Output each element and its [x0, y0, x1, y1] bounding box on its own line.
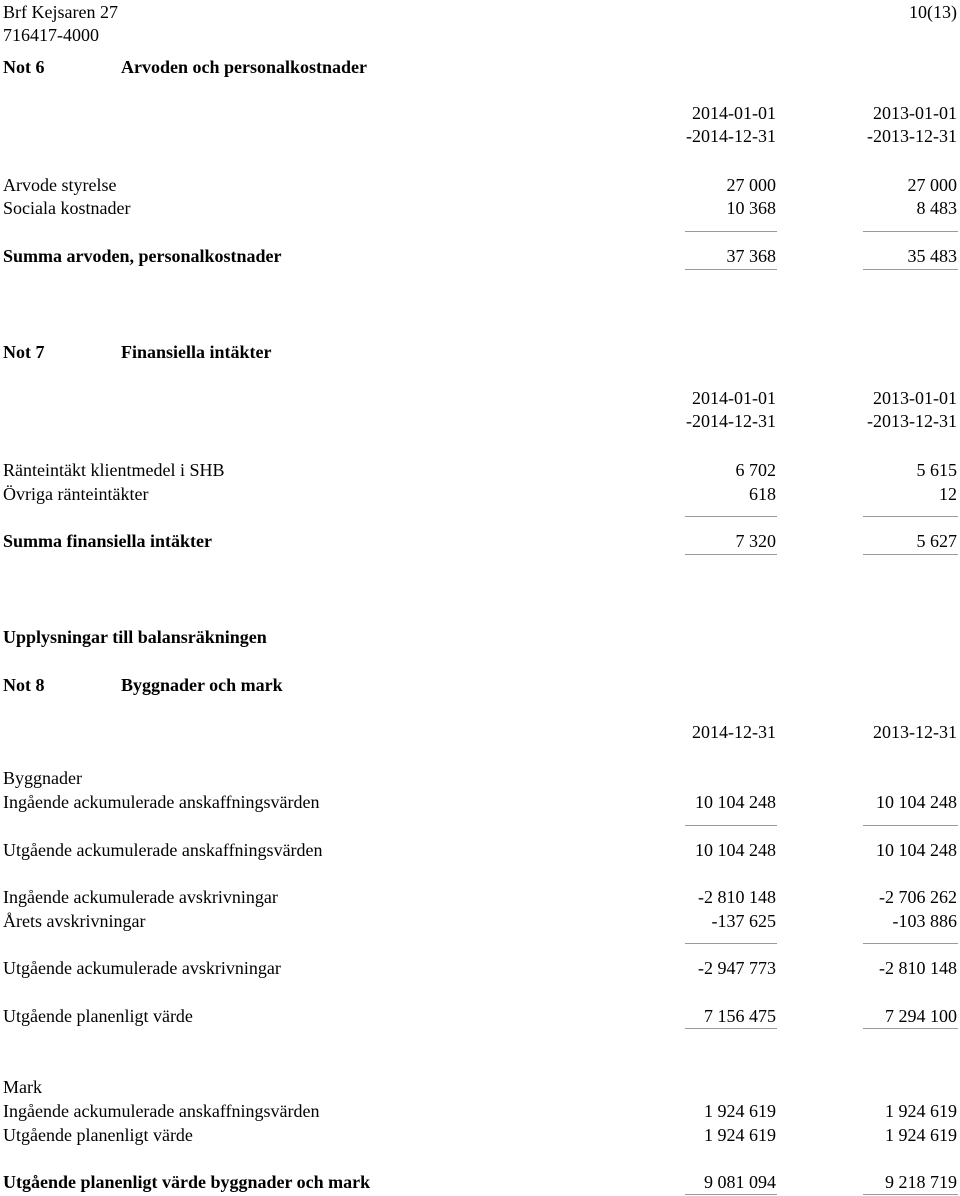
note8-row-value-2013: 1 924 619 [885, 1125, 957, 1145]
total-underline [863, 554, 958, 555]
subtotal-rule [863, 825, 958, 826]
note6-total-label: Summa arvoden, personalkostnader [3, 246, 282, 266]
note7-row-value-2013: 5 615 [916, 460, 957, 480]
note6-row-value-2014: 27 000 [726, 175, 776, 195]
note8-row-value-2013: 10 104 248 [876, 792, 957, 812]
note7-total-2014: 7 320 [735, 531, 776, 551]
note8-row-value-2013: -2 706 262 [879, 887, 957, 907]
note8-row-label: Ingående ackumulerade avskrivningar [3, 887, 278, 907]
note7-number: Not 7 [3, 342, 45, 362]
note7-col2-end: -2013-12-31 [867, 411, 957, 431]
note8-row-value-2013: -2 810 148 [879, 958, 957, 978]
note8-row-value-2014: 1 924 619 [704, 1125, 776, 1145]
note8-row-label: Utgående ackumulerade avskrivningar [3, 958, 281, 978]
subtotal-rule [685, 943, 777, 944]
note6-col2-end: -2013-12-31 [867, 126, 957, 146]
note6-row-value-2013: 27 000 [907, 175, 957, 195]
note8-row-label: Utgående planenligt värde [3, 1006, 193, 1026]
note8-total-label: Utgående planenligt värde byggnader och mark [3, 1172, 371, 1192]
note6-col1-end: -2014-12-31 [686, 126, 776, 146]
note8-row-label: Utgående ackumulerade anskaffningsvärden [3, 840, 323, 860]
total-underline [685, 269, 777, 270]
note7-row-label: Ränteintäkt klientmedel i SHB [3, 460, 225, 480]
page-number: 10(13) [909, 2, 957, 22]
note6-row-label: Sociala kostnader [3, 198, 131, 218]
note8-row-value-2014: -137 625 [711, 911, 776, 931]
note8-row-value-2014: 10 104 248 [695, 792, 776, 812]
note8-row-value-2014: -2 947 773 [698, 958, 776, 978]
total-underline [863, 1028, 958, 1029]
note7-total-label: Summa finansiella intäkter [3, 531, 213, 551]
note8-row-value-2014: 10 104 248 [695, 840, 776, 860]
note6-col2-start: 2013-01-01 [873, 103, 957, 123]
note6-row-label: Arvode styrelse [3, 175, 117, 195]
note7-row-label: Övriga ränteintäkter [3, 484, 149, 504]
total-underline [685, 1194, 777, 1195]
subtotal-rule [685, 516, 777, 517]
note8-row-label: Ingående ackumulerade anskaffningsvärden [3, 792, 320, 812]
subtotal-rule [863, 516, 958, 517]
note7-row-value-2014: 6 702 [735, 460, 776, 480]
note7-title: Finansiella intäkter [121, 342, 272, 362]
buildings-heading: Byggnader [3, 768, 82, 788]
note6-title: Arvoden och personalkostnader [121, 57, 368, 77]
note8-row-value-2013: 10 104 248 [876, 840, 957, 860]
note8-row-label: Ingående ackumulerade anskaffningsvärden [3, 1101, 320, 1121]
section-heading: Upplysningar till balansräkningen [3, 627, 267, 647]
org-number: 716417-4000 [3, 25, 99, 45]
note8-col2: 2013-12-31 [873, 722, 957, 742]
subtotal-rule [863, 943, 958, 944]
note8-row-label: Årets avskrivningar [3, 911, 146, 931]
note6-row-value-2013: 8 483 [916, 198, 957, 218]
land-heading: Mark [3, 1077, 42, 1097]
note7-total-2013: 5 627 [916, 531, 957, 551]
total-underline [863, 1194, 958, 1195]
note8-row-label: Utgående planenligt värde [3, 1125, 193, 1145]
note8-row-value-2014: 7 156 475 [704, 1006, 776, 1026]
note6-number: Not 6 [3, 57, 45, 77]
org-name: Brf Kejsaren 27 [3, 2, 118, 22]
note8-row-value-2014: 1 924 619 [704, 1101, 776, 1121]
note7-row-value-2014: 618 [749, 484, 776, 504]
subtotal-rule [863, 231, 958, 232]
note8-total-2013: 9 218 719 [885, 1172, 957, 1192]
note7-col1-end: -2014-12-31 [686, 411, 776, 431]
note8-row-value-2013: 1 924 619 [885, 1101, 957, 1121]
note8-row-value-2014: -2 810 148 [698, 887, 776, 907]
total-underline [685, 554, 777, 555]
note6-total-2014: 37 368 [726, 246, 776, 266]
note6-row-value-2014: 10 368 [726, 198, 776, 218]
note8-title: Byggnader och mark [121, 675, 283, 695]
note7-col1-start: 2014-01-01 [692, 388, 776, 408]
note8-total-2014: 9 081 094 [704, 1172, 776, 1192]
total-underline [685, 1028, 777, 1029]
subtotal-rule [685, 825, 777, 826]
total-underline [863, 269, 958, 270]
note7-col2-start: 2013-01-01 [873, 388, 957, 408]
note8-col1: 2014-12-31 [692, 722, 776, 742]
note8-number: Not 8 [3, 675, 45, 695]
note8-row-value-2013: -103 886 [892, 911, 957, 931]
note6-total-2013: 35 483 [907, 246, 957, 266]
note8-row-value-2013: 7 294 100 [885, 1006, 957, 1026]
note7-row-value-2013: 12 [939, 484, 957, 504]
subtotal-rule [685, 231, 777, 232]
note6-col1-start: 2014-01-01 [692, 103, 776, 123]
